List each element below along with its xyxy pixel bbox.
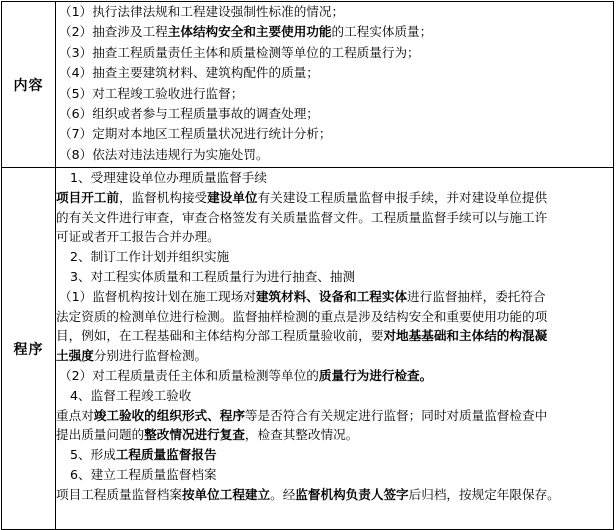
procedure-text: 法定资质的检测单位进行检测。监督抽样检测的重点是涉及结构安全和重要使用功能的项: [56, 308, 548, 324]
content-item-text: 的工程实体质量；: [331, 24, 433, 40]
procedure-text: 等是否符合有关规定进行监督；同时对质量监督检查中: [244, 407, 548, 423]
procedure-cell: [56, 168, 614, 530]
procedure-text: 1、受理建设单位办理质量监督手续: [70, 170, 267, 185]
procedure-line: [56, 287, 613, 307]
content-cell: [56, 2, 614, 168]
procedure-line: [56, 227, 613, 247]
procedure-line: [56, 406, 613, 426]
procedure-emphasis: 竣工验收的组织形式、程序: [93, 407, 245, 423]
content-item-emphasis: 主体结构安全和主要使用功能: [167, 24, 332, 40]
procedure-emphasis: 建筑材料、设备和工程实体: [255, 288, 408, 304]
procedure-line: [56, 485, 613, 505]
procedure-text: 2、制订工作计划并组织实施: [70, 249, 230, 265]
content-item-5: [56, 84, 613, 104]
content-item-4: [56, 63, 613, 83]
procedure-text: 的有关文件进行审查，审查合格签发有关质量监督文件。工程质量监督手续可以与施工许: [56, 209, 548, 225]
procedure-emphasis: 土强度: [56, 348, 94, 364]
content-item-text: （1）执行法律法规和工程建设强制性标准的情况；: [59, 4, 345, 19]
content-item-3: [56, 43, 613, 63]
procedure-text: 可证或者开工报告合并办理。: [56, 229, 220, 245]
procedure-row: [2, 168, 614, 530]
content-item-text: （4）抽查主要建筑材料、建筑构配件的质量；: [59, 65, 319, 81]
procedure-line: [56, 326, 613, 346]
procedure-text: 重点对: [56, 407, 94, 423]
procedure-line: [56, 307, 613, 327]
procedure-heading-4: [56, 386, 613, 406]
content-item-6: [56, 104, 613, 124]
supervision-table: [1, 1, 614, 530]
procedure-heading-3: [56, 267, 613, 287]
procedure-heading-2: [56, 247, 613, 267]
procedure-emphasis: 建设单位: [207, 189, 258, 205]
content-item-text: （2）抽查涉及工程: [59, 24, 168, 40]
procedure-text: ，监督机构接受: [118, 189, 208, 205]
procedure-emphasis: 按单位工程建立: [181, 486, 271, 502]
procedure-emphasis: 监督机构负责人签字: [295, 486, 409, 502]
content-item-text: （7）定期对本地区工程质量状况进行统计分析；: [59, 126, 332, 142]
procedure-emphasis: 项目开工前: [56, 189, 119, 205]
procedure-text: 4、监督工程竣工验收: [70, 387, 192, 403]
content-item-text: （8）依法对违法违规行为实施处罚。: [59, 146, 269, 162]
procedure-text: 分别进行监督检测。: [93, 348, 208, 364]
procedure-emphasis: 整改情况进行复查: [144, 427, 245, 443]
procedure-line: [56, 208, 613, 228]
procedure-label: 程序: [2, 168, 56, 530]
content-item-8: [56, 145, 613, 165]
content-item-7: [56, 124, 613, 144]
procedure-text: （1）监督机构按计划在施工现场对: [59, 288, 256, 304]
procedure-text: 项目工程质量监督档案: [56, 486, 182, 502]
content-item-text: （5）对工程竣工验收进行监督；: [59, 85, 244, 101]
procedure-heading-5: [56, 445, 613, 465]
procedure-text: （2）对工程质量责任主体和质量检测等单位的: [59, 367, 319, 383]
procedure-text: 目，例如，在工程基础和主体结构分部工程质量验收前，要: [56, 328, 384, 344]
procedure-text: 有关建设工程质量监督申报手续，并对建设单位提供: [257, 189, 548, 205]
procedure-text: 进行监督抽样，委托符合: [407, 288, 546, 304]
procedure-text: 6、建立工程质量监督档案: [70, 466, 217, 482]
procedure-line: [56, 188, 613, 208]
content-row: [2, 2, 614, 168]
procedure-text: ，检查其整改情况。: [244, 427, 359, 443]
procedure-emphasis: 对地基基础和主体结的构混凝: [383, 328, 548, 344]
procedure-line: [56, 346, 613, 366]
procedure-heading-1: [56, 168, 613, 188]
content-label: 内容: [2, 2, 56, 168]
procedure-line: [56, 366, 613, 386]
procedure-heading-6: [56, 465, 613, 485]
procedure-text: 提出质量问题的: [56, 427, 145, 443]
content-item-1: [56, 2, 613, 22]
procedure-text: 5、形成: [70, 447, 116, 463]
procedure-text: 后归档，按规定年限保存。: [408, 486, 560, 502]
procedure-line: [56, 425, 613, 445]
content-item-text: （3）抽查工程质量责任主体和质量检测等单位的工程质量行为；: [59, 44, 420, 60]
procedure-emphasis: 工程质量监督报告: [115, 447, 217, 463]
procedure-text: 。经: [270, 486, 296, 502]
content-item-text: （6）组织或者参与工程质量事故的调查处理；: [59, 106, 319, 122]
content-item-2: [56, 22, 613, 42]
procedure-emphasis: 质量行为进行检查。: [318, 367, 433, 383]
procedure-text: 3、对工程实体质量和工程质量行为进行抽查、抽测: [70, 268, 356, 284]
